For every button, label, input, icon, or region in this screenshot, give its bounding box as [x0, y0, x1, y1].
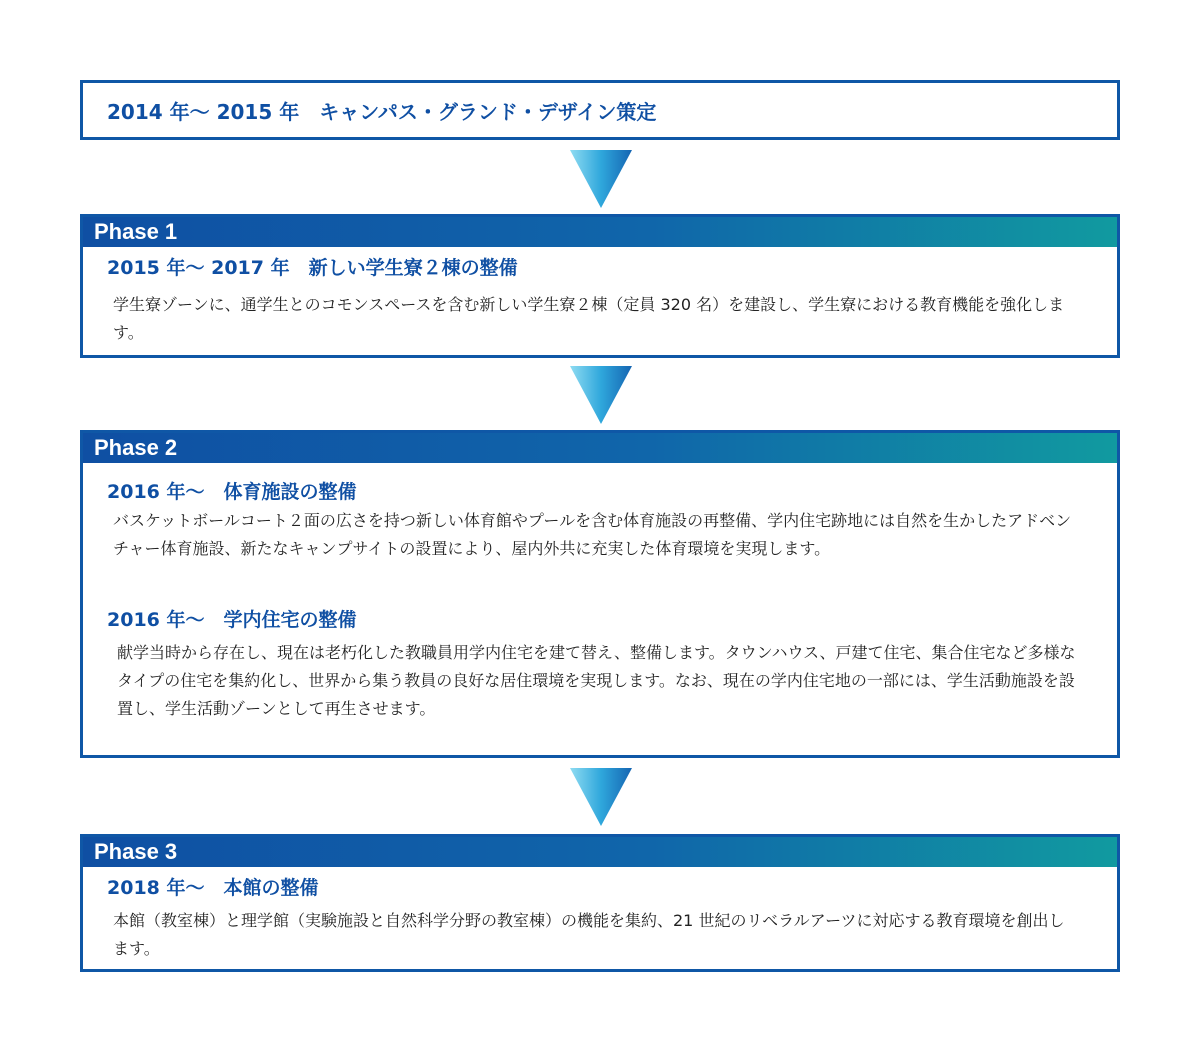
- phase-3-heading: 2018 年～ 本館の整備: [107, 877, 319, 899]
- phase-1-box: [80, 214, 1120, 358]
- phase-3-body: 本館（教室棟）と理学館（実験施設と自然科学分野の教室棟）の機能を集約、21 世紀のリベラルアーツに対応する教育環境を創出します。: [113, 911, 1065, 958]
- down-arrow-icon: [570, 366, 632, 424]
- phase-2-heading-sports: 2016 年～ 体育施設の整備: [107, 481, 357, 503]
- phase-2-label: Phase 2: [83, 433, 1117, 463]
- down-arrow-icon: [570, 768, 632, 826]
- intro-box: [80, 80, 1120, 140]
- down-arrow-icon: [570, 150, 632, 208]
- intro-title: 2014 年～ 2015 年 キャンパス・グランド・デザイン策定: [107, 100, 657, 124]
- phase-3-label: Phase 3: [83, 837, 1117, 867]
- phase-2-body-housing: 献学当時から存在し、現在は老朽化した教職員用学内住宅を建て替え、整備します。タウンハウス、戸建て住宅、集合住宅など多様なタイプの住宅を集約化し、世界から集う教員の良好な居住環境を実現します。なお、現在の学内住宅地の一部には、学生活動施設を設置し、学生活動ゾーンとして再生させます。: [117, 643, 1076, 718]
- phase-2-box: [80, 430, 1120, 758]
- phase-1-heading: 2015 年～ 2017 年 新しい学生寮２棟の整備: [107, 257, 518, 279]
- phase-3-box: [80, 834, 1120, 972]
- phase-1-body: 学生寮ゾーンに、通学生とのコモンスペースを含む新しい学生寮２棟（定員 320 名）を建設し、学生寮における教育機能を強化します。: [113, 295, 1065, 342]
- phase-2-body-sports: バスケットボールコート２面の広さを持つ新しい体育館やプールを含む体育施設の再整備、学内住宅跡地には自然を生かしたアドベンチャー体育施設、新たなキャンプサイトの設置により、屋内外共に充実した体育環境を実現します。: [113, 511, 1072, 558]
- phase-2-heading-housing: 2016 年～ 学内住宅の整備: [107, 609, 357, 631]
- phase-1-label: Phase 1: [83, 217, 1117, 247]
